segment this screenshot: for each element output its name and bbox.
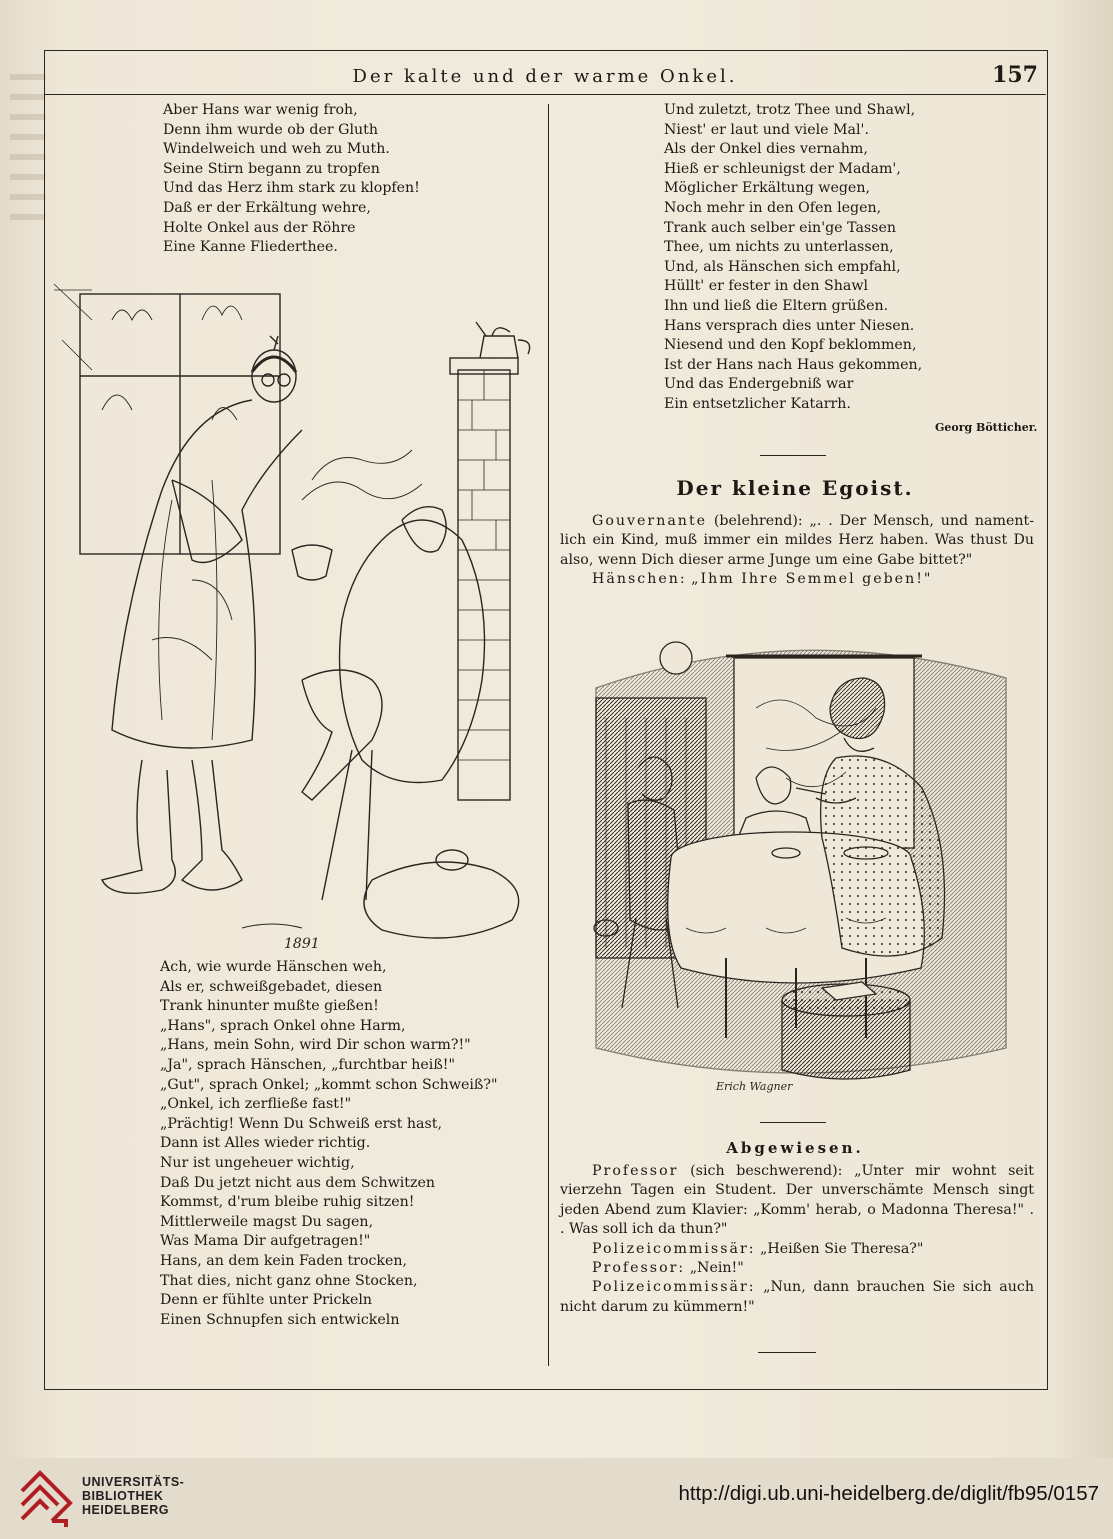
institution-name-line-3: HEIDELBERG [82,1503,169,1517]
section-separator [760,455,826,456]
poem-stanza-2 [160,958,498,1330]
page-number: 157 [992,62,1038,88]
verse-line: Dann ist Alles wieder richtig. [160,1135,371,1152]
verse-line: That dies, nicht ganz ohne Stocken, [160,1272,418,1289]
verse-line: „Hans, mein Sohn, wird Dir schon warm?!" [160,1037,471,1054]
verse-line: Möglicher Erkältung wegen, [664,180,870,197]
verse-line: Seine Stirn begann zu tropfen [163,160,380,177]
egoist-title: Der kleine Egoist. [676,476,914,500]
verse-line: Daß er der Erkältung wehre, [163,199,371,216]
egoist-line-2: „Ihm Ihre Semmel geben!" [691,571,933,588]
abgewiesen-line-3: „Nein!" [689,1260,744,1277]
verse-line: Holte Onkel aus der Röhre [163,219,356,236]
abgewiesen-speaker-4: Polizeicommissär: [592,1279,756,1296]
verse-line: Hüllt' er fester in den Shawl [664,278,869,295]
abgewiesen-line-1: (sich beschwerend): „Unter mir wohnt seit vierzehn Tagen ein Student. Der unverschämte Mensch singt jeden Abend zum Klavier: „Komm' herab, o Madonna Theresa!" . . Was soll ich da thun?" [560,1163,1034,1238]
verse-line: Kommst, d'rum bleibe ruhig sitzen! [160,1194,415,1211]
egoist-line-1: „. . Der Mensch, und nament- lich ein Kind, muß immer ein mildes Herz haben. Was thust Du also, wenn Dich dieser arme Junge um eine Gabe bittet?" [560,513,1035,568]
verse-line: Niest' er laut und viele Mal'. [664,121,869,138]
illustration-governess-scene [566,628,1032,1098]
poem-stanza-1 [163,101,420,258]
abgewiesen-speaker-2: Polizeicommissär: [592,1240,756,1257]
verse-line: „Hans", sprach Onkel ohne Harm, [160,1017,406,1034]
verse-line: Eine Kanne Fliederthee. [163,239,338,256]
abgewiesen-speaker-3: Professor: [592,1260,686,1277]
verse-line: Denn ihm wurde ob der Gluth [163,121,378,138]
section-separator-2 [760,1122,826,1123]
verse-line: Ist der Hans nach Haus gekommen, [664,356,923,373]
verse-line: „Ja", sprach Hänschen, „furchtbar heiß!" [160,1056,456,1073]
verse-line: Ach, wie wurde Hänschen weh, [160,959,387,975]
verse-line: Hieß er schleunigst der Madam', [664,160,901,177]
verse-line: Einen Schnupfen sich entwickeln [160,1311,400,1328]
institution-name-line-1: UNIVERSITÄTS- [82,1475,185,1489]
verse-line: Was Mama Dir aufgetragen!" [160,1233,371,1250]
abgewiesen-title: Abgewiesen. [726,1139,864,1157]
bleed-through-marks [10,60,44,260]
verse-line: „Prächtig! Wenn Du Schweiß erst hast, [160,1115,443,1132]
egoist-text [560,512,1034,590]
institution-name-line-2: BIBLIOTHEK [82,1489,164,1503]
verse-line: Und, als Hänschen sich empfahl, [664,258,901,275]
abgewiesen-text [560,1162,1034,1317]
abgewiesen-speaker-1: Professor [592,1163,679,1179]
verse-line: Hans versprach dies unter Niesen. [664,317,915,334]
verse-line: Niesend und den Kopf beklommen, [664,337,917,354]
verse-line: Trank hinunter mußte gießen! [160,998,379,1015]
verse-line: Trank auch selber ein'ge Tassen [664,219,896,236]
abgewiesen-line-2: „Heißen Sie Theresa?" [760,1240,924,1257]
institution-name[interactable] [82,1475,184,1517]
illustration-signature-wagner: Erich Wagner [716,1080,793,1093]
closing-rule [758,1352,816,1353]
egoist-speaker-1: Gouvernante [592,513,708,529]
verse-line: Denn er fühlte unter Prickeln [160,1292,373,1309]
egoist-direction-1: (belehrend): [713,513,810,529]
verse-line: Als der Onkel dies vernahm, [664,141,868,158]
library-footer [0,1458,1113,1539]
verse-line: Aber Hans war wenig froh, [163,102,358,118]
verse-line: Ihn und ließ die Eltern grüßen. [664,297,889,314]
university-library-logo-icon[interactable] [18,1469,74,1529]
verse-line: Ein entsetzlicher Katarrh. [664,395,851,412]
verse-line: „Gut", sprach Onkel; „kommt schon Schweiß?" [160,1076,498,1093]
verse-line: Thee, um nichts zu unterlassen, [664,239,894,256]
illustration-warm-uncle [52,280,542,950]
verse-line: Daß Du jetzt nicht aus dem Schwitzen [160,1174,436,1191]
verse-line: Als er, schweißgebadet, diesen [160,978,383,995]
verse-line: Windelweich und weh zu Muth. [163,141,390,158]
verse-line: Hans, an dem kein Faden trocken, [160,1252,408,1269]
illustration-signature: 1891 [284,936,320,950]
permalink-url[interactable]: http://digi.ub.uni-heidelberg.de/diglit/fb95/0157 [678,1482,1099,1505]
egoist-speaker-2: Hänschen: [592,571,687,588]
poem-stanza-3 [664,101,922,415]
poem-author: Georg Bötticher. [935,421,1038,434]
running-title: Der kalte und der warme Onkel. [352,66,738,87]
verse-line: Und das Herz ihm stark zu klopfen! [163,180,420,197]
page-header [44,60,1046,95]
verse-line: Und das Endergebniß war [664,376,854,393]
column-divider [548,104,549,1366]
abgewiesen-line-4: „Nun, dann brauchen Sie sich auch nicht darum zu kümmern!" [560,1279,1034,1315]
verse-line: „Onkel, ich zerfließe fast!" [160,1096,352,1113]
verse-line: Und zuletzt, trotz Thee und Shawl, [664,102,916,118]
verse-line: Mittlerweile magst Du sagen, [160,1213,374,1230]
verse-line: Noch mehr in den Ofen legen, [664,199,882,216]
verse-line: Nur ist ungeheuer wichtig, [160,1154,355,1171]
